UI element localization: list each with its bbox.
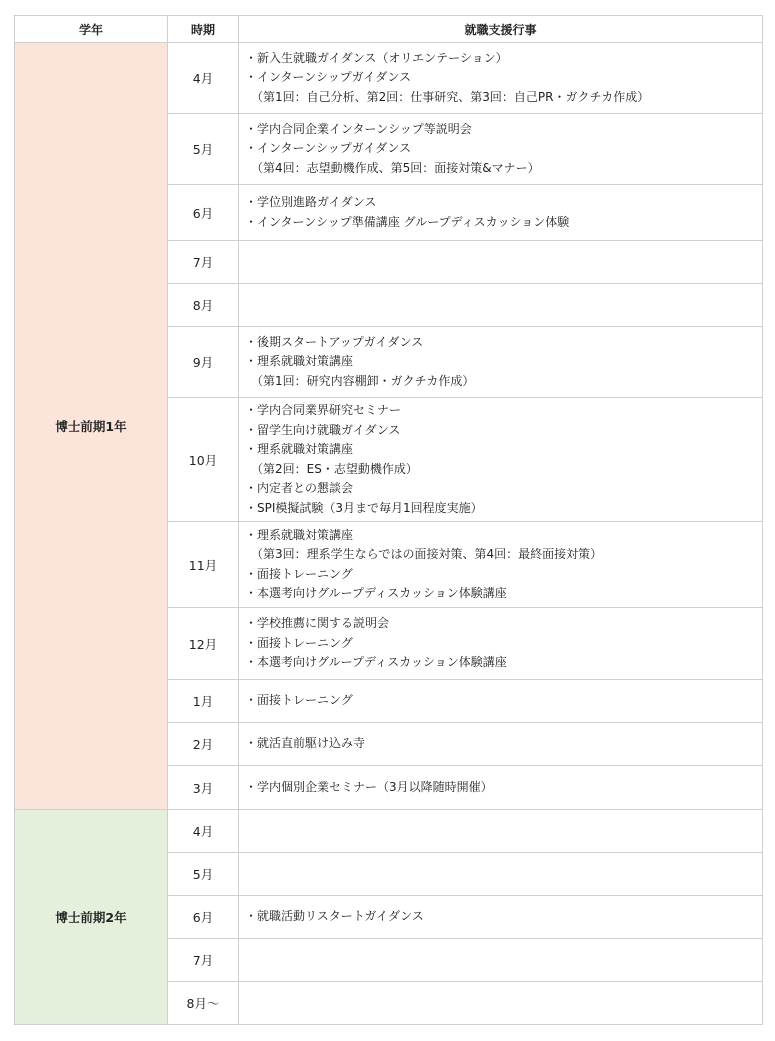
header-events: 就職支援行事 xyxy=(239,16,763,43)
event-item: ・理系就職対策講座 xyxy=(245,354,354,369)
event-item: ・理系就職対策講座 xyxy=(245,442,354,456)
event-item: （第3回：理系学生ならではの面接対策、第4回：最終面接対策） xyxy=(251,547,603,561)
event-item: ・学内合同企業インターンシップ等説明会 xyxy=(245,121,472,136)
month-cell: 5月 xyxy=(168,114,239,185)
events-cell xyxy=(239,43,763,114)
month-cell: 8月～ xyxy=(168,982,239,1025)
month-cell: 7月 xyxy=(168,939,239,982)
month-cell: 9月 xyxy=(168,327,239,398)
events-cell xyxy=(239,982,763,1025)
month-cell: 12月 xyxy=(168,608,239,680)
events-cell xyxy=(239,810,763,853)
event-item: ・学位別進路ガイダンス xyxy=(245,195,377,209)
event-item: ・後期スタートアップガイダンス xyxy=(245,334,424,349)
month-cell: 3月 xyxy=(168,766,239,810)
event-item: ・面接トレーニング xyxy=(245,566,353,581)
event-item: ・面接トレーニング xyxy=(245,635,353,650)
table-row xyxy=(15,810,763,853)
month-cell: 4月 xyxy=(168,43,239,114)
event-item: （第1回：自己分析、第2回：仕事研究、第3回：自己PR・ガクチカ作成） xyxy=(251,89,650,104)
events-cell xyxy=(239,241,763,284)
event-item: ・理系就職対策講座 xyxy=(245,527,354,542)
event-item: ・新入生就職ガイダンス（オリエンテーション） xyxy=(245,50,508,65)
event-item: ・本選考向けグループディスカッション体験講座 xyxy=(245,586,507,600)
header-grade: 学年 xyxy=(15,16,168,43)
events-cell xyxy=(239,939,763,982)
event-item: （第4回：志望動機作成、第5回：面接対策&マナー） xyxy=(251,160,540,175)
event-item: ・インターンシップガイダンス xyxy=(245,141,412,156)
event-item: （第2回：ES・志望動機作成） xyxy=(251,461,418,476)
event-item: ・内定者との懇談会 xyxy=(245,481,354,495)
events-cell xyxy=(239,896,763,939)
events-cell xyxy=(239,327,763,398)
event-item: ・面接トレーニング xyxy=(245,693,353,708)
events-cell xyxy=(239,185,763,241)
table-header-row xyxy=(15,16,763,43)
month-cell: 6月 xyxy=(168,185,239,241)
event-item: ・インターンシップ準備講座 グループディスカッション体験 xyxy=(245,214,570,229)
schedule-body xyxy=(15,43,763,1025)
event-item: ・SPI模擬試験（3月まで毎月1回程度実施） xyxy=(245,500,483,515)
events-cell xyxy=(239,398,763,522)
month-cell: 4月 xyxy=(168,810,239,853)
events-cell xyxy=(239,723,763,766)
event-item: （第1回：研究内容棚卸・ガクチカ作成） xyxy=(251,373,475,388)
grade-cell: 博士前期2年 xyxy=(15,810,168,1025)
events-cell xyxy=(239,680,763,723)
event-item: ・学内個別企業セミナー（3月以降随時開催） xyxy=(245,779,493,794)
events-cell xyxy=(239,284,763,327)
events-cell xyxy=(239,766,763,810)
month-cell: 1月 xyxy=(168,680,239,723)
event-item: ・学内合同業界研究セミナー xyxy=(245,403,402,417)
event-item: ・就活直前駆け込み寺 xyxy=(245,736,366,751)
events-cell xyxy=(239,608,763,680)
month-cell: 11月 xyxy=(168,522,239,608)
month-cell: 8月 xyxy=(168,284,239,327)
events-cell xyxy=(239,853,763,896)
month-cell: 10月 xyxy=(168,398,239,522)
events-cell xyxy=(239,114,763,185)
event-item: ・インターンシップガイダンス xyxy=(245,70,412,85)
grade-cell: 博士前期1年 xyxy=(15,43,168,810)
event-item: ・留学生向け就職ガイダンス xyxy=(245,422,401,437)
month-cell: 7月 xyxy=(168,241,239,284)
month-cell: 2月 xyxy=(168,723,239,766)
month-cell: 5月 xyxy=(168,853,239,896)
event-item: ・就職活動リスタートガイダンス xyxy=(245,909,424,924)
career-support-schedule-table xyxy=(14,15,763,1025)
event-item: ・本選考向けグループディスカッション体験講座 xyxy=(245,655,507,670)
table-row xyxy=(15,43,763,114)
month-cell: 6月 xyxy=(168,896,239,939)
header-period: 時期 xyxy=(168,16,239,43)
events-cell xyxy=(239,522,763,608)
event-item: ・学校推薦に関する説明会 xyxy=(245,616,390,631)
